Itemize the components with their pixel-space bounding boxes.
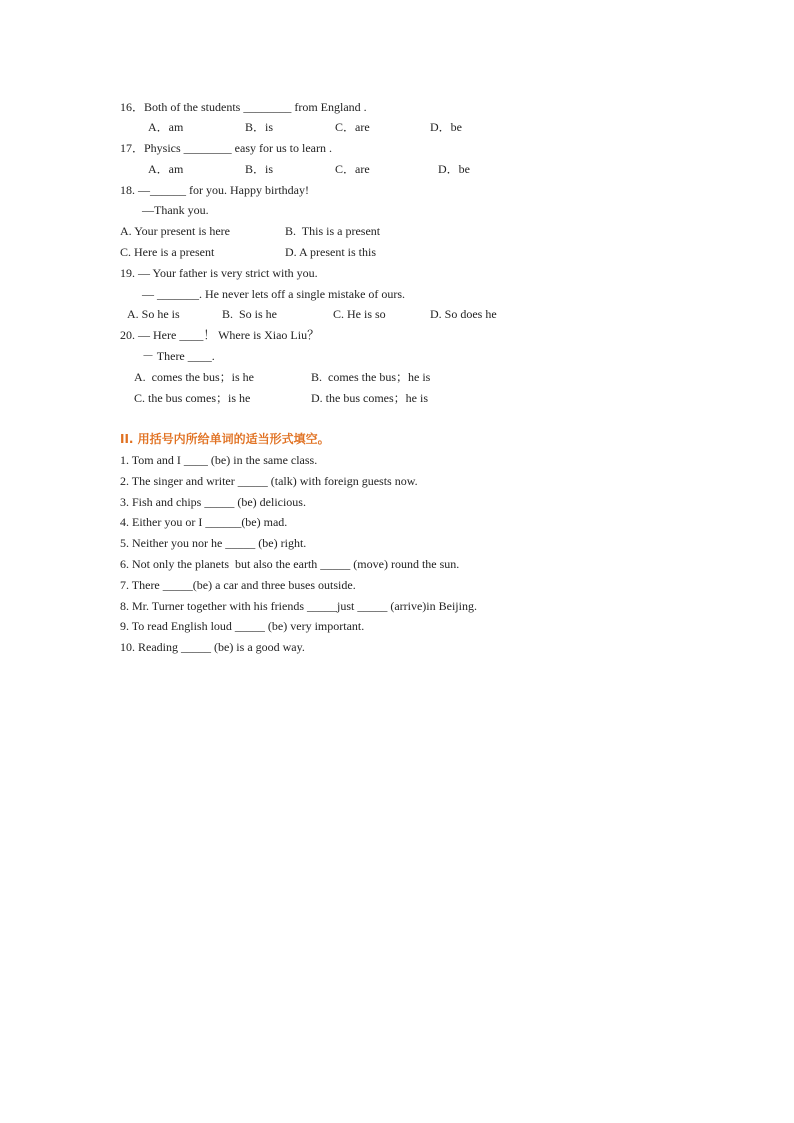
- question-20-option-b: B. comes the bus；he is: [311, 370, 431, 384]
- question-20-option-a: A. comes the bus；is he: [134, 370, 254, 384]
- fill-blank-item-7: 7. There _____(be) a car and three buses outside.: [120, 578, 356, 592]
- question-16-option-d: D．be: [430, 120, 462, 134]
- question-18-option-c: C. Here is a present: [120, 245, 215, 259]
- fill-blank-item-8: 8. Mr. Turner together with his friends _____just _____ (arrive)in Beijing.: [120, 599, 477, 613]
- question-18-reply: —Thank you.: [142, 203, 209, 217]
- question-19-stem: 19. — Your father is very strict with you.: [120, 266, 318, 280]
- question-16-option-c: C．are: [335, 120, 370, 134]
- fill-blank-item-6: 6. Not only the planets but also the earth _____ (move) round the sun.: [120, 557, 460, 571]
- question-18-option-b: B. This is a present: [285, 224, 381, 238]
- question-19-reply: — _______. He never lets off a single mistake of ours.: [142, 287, 406, 301]
- question-18-stem: 18. —______ for you. Happy birthday!: [120, 183, 309, 197]
- question-16-option-b: B．is: [245, 120, 274, 134]
- fill-blank-item-2: 2. The singer and writer _____ (talk) with foreign guests now.: [120, 474, 418, 488]
- fill-blank-item-1: 1. Tom and I ____ (be) in the same class.: [120, 453, 318, 467]
- question-17-stem: 17．Physics ________ easy for us to learn .: [120, 141, 332, 155]
- question-20-option-d: D. the bus comes；he is: [311, 391, 428, 405]
- question-19-option-c: C. He is so: [333, 307, 386, 321]
- question-17-option-d: D．be: [438, 162, 470, 176]
- question-18-option-d: D. A present is this: [285, 245, 377, 259]
- fill-blank-item-5: 5. Neither you nor he _____ (be) right.: [120, 536, 307, 550]
- fill-blank-item-4: 4. Either you or I ______(be) mad.: [120, 515, 288, 529]
- question-20-option-c: C. the bus comes；is he: [134, 391, 251, 405]
- fill-blank-item-3: 3. Fish and chips _____ (be) delicious.: [120, 495, 306, 509]
- question-17-option-c: C．are: [335, 162, 370, 176]
- question-19-option-d: D. So does he: [430, 307, 497, 321]
- question-16-option-a: A．am: [148, 120, 184, 134]
- fill-blank-item-10: 10. Reading _____ (be) is a good way.: [120, 640, 305, 654]
- question-20-stem: 20. — Here ____！ Where is Xiao Liu？: [120, 328, 320, 342]
- question-19-option-b: B. So is he: [222, 307, 278, 321]
- question-19-option-a: A. So he is: [127, 307, 180, 321]
- question-20-reply: － There ____.: [142, 349, 215, 363]
- question-17-option-b: B．is: [245, 162, 274, 176]
- question-16-stem: 16．Both of the students ________ from England .: [120, 100, 367, 114]
- fill-blank-item-9: 9. To read English loud _____ (be) very important.: [120, 619, 365, 633]
- question-17-option-a: A．am: [148, 162, 184, 176]
- section-2-heading: II. 用括号内所给单词的适当形式填空。: [120, 432, 330, 446]
- question-18-option-a: A. Your present is here: [120, 224, 230, 238]
